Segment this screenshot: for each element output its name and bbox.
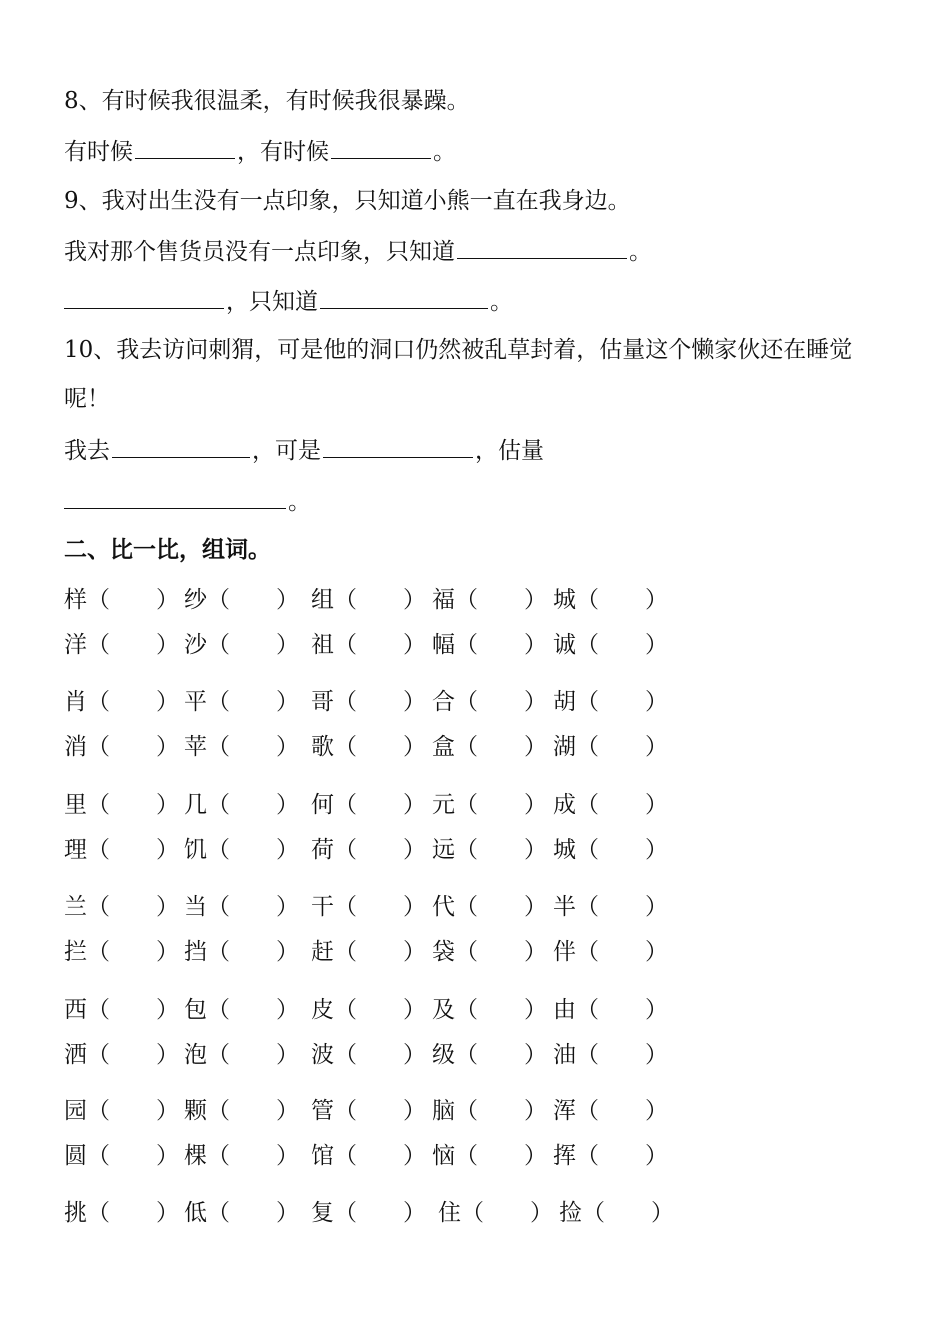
word-item [553,630,668,660]
word-item [432,585,547,615]
answer-parentheses[interactable]: （ ） [455,894,547,920]
word-character: 组 [311,587,334,613]
word-character: 城 [553,587,576,613]
word-character: 哥 [311,689,334,715]
word-item [311,1040,426,1070]
answer-parentheses[interactable]: （ ） [334,792,426,818]
q10-fill-line-2 [64,486,311,517]
word-item [311,687,426,717]
word-character: 歌 [311,734,334,760]
q10-fill-b: ，可是 [252,438,321,464]
word-item [432,790,547,820]
word-item [64,937,179,967]
word-character: 苹 [184,734,207,760]
word-item [311,995,426,1025]
answer-parentheses[interactable]: （ ） [455,837,547,863]
word-character: 袋 [432,939,455,965]
word-character: 胡 [553,689,576,715]
word-character: 幅 [432,632,455,658]
q9-line1-end: 。 [629,239,652,265]
q9-fill-line-1 [64,236,652,267]
word-character: 复 [311,1200,334,1226]
word-item [553,1141,668,1171]
answer-parentheses[interactable]: （ ） [455,1042,547,1068]
answer-parentheses[interactable]: （ ） [455,1098,547,1124]
word-item [432,1141,547,1171]
word-item [432,1040,547,1070]
word-item [184,995,299,1025]
q10-fill-line-1 [64,435,544,466]
word-character: 管 [311,1098,334,1124]
word-character: 何 [311,792,334,818]
answer-parentheses[interactable]: （ ） [576,837,668,863]
answer-parentheses[interactable]: （ ） [207,632,299,658]
word-item [184,1141,299,1171]
word-character: 赶 [311,939,334,965]
answer-parentheses[interactable]: （ ） [334,587,426,613]
answer-parentheses[interactable]: （ ） [576,587,668,613]
section-2-heading: 二、比一比，组词。 [64,537,271,563]
answer-parentheses[interactable]: （ ） [207,1098,299,1124]
q8-fill-a: 有时候 [64,139,133,165]
q9-prompt: 9、我对出生没有一点印象，只知道小熊一直在我身边。 [64,188,631,214]
word-character: 馆 [311,1143,334,1169]
word-character: 荷 [311,837,334,863]
word-item [432,937,547,967]
answer-parentheses[interactable]: （ ） [87,837,179,863]
answer-parentheses[interactable]: （ ） [334,632,426,658]
word-character: 圆 [64,1143,87,1169]
answer-parentheses[interactable]: （ ） [455,587,547,613]
answer-parentheses[interactable]: （ ） [87,792,179,818]
q8-prompt: 8、有时候我很温柔，有时候我很暴躁。 [64,88,470,114]
word-character: 当 [184,894,207,920]
word-item [553,937,668,967]
answer-parentheses[interactable]: （ ） [334,1042,426,1068]
word-character: 半 [553,894,576,920]
q10-prompt-line-1: 10、我去访问刺猬，可是他的洞口仍然被乱草封着，估量这个懒家伙还在睡觉 [64,337,853,363]
word-item [438,1198,553,1228]
word-character: 饥 [184,837,207,863]
answer-parentheses[interactable]: （ ） [207,894,299,920]
answer-parentheses[interactable]: （ ） [87,632,179,658]
q9-blank-3[interactable] [320,286,488,309]
word-item [553,1096,668,1126]
word-character: 棵 [184,1143,207,1169]
word-item [432,630,547,660]
word-item [432,835,547,865]
word-character: 由 [553,997,576,1023]
answer-parentheses[interactable]: （ ） [207,1200,299,1226]
q8-fill-line [64,136,456,167]
word-item [64,835,179,865]
word-character: 颗 [184,1098,207,1124]
q8-fill-b: ，有时候 [237,139,329,165]
answer-parentheses[interactable]: （ ） [334,1098,426,1124]
answer-parentheses[interactable]: （ ） [334,837,426,863]
answer-parentheses[interactable]: （ ） [576,1042,668,1068]
word-item [184,1198,299,1228]
word-item [311,1096,426,1126]
answer-parentheses[interactable]: （ ） [334,939,426,965]
word-character: 油 [553,1042,576,1068]
word-item [64,1096,179,1126]
q10-fill-c: ，估量 [475,438,544,464]
answer-parentheses[interactable]: （ ） [87,1200,179,1226]
answer-parentheses[interactable]: （ ） [207,997,299,1023]
word-character: 肖 [64,689,87,715]
q10-blank-3[interactable] [64,486,286,509]
word-character: 消 [64,734,87,760]
answer-parentheses[interactable]: （ ） [455,1143,547,1169]
word-item [553,732,668,762]
answer-parentheses[interactable]: （ ） [455,632,547,658]
word-item [64,1040,179,1070]
answer-parentheses[interactable]: （ ） [576,1098,668,1124]
word-item [311,835,426,865]
answer-parentheses[interactable]: （ ） [207,1143,299,1169]
word-item [184,835,299,865]
word-character: 里 [64,792,87,818]
word-character: 伴 [553,939,576,965]
word-item [311,937,426,967]
word-character: 元 [432,792,455,818]
word-item [311,585,426,615]
answer-parentheses[interactable]: （ ） [87,1042,179,1068]
answer-parentheses[interactable]: （ ） [207,792,299,818]
word-character: 纱 [184,587,207,613]
word-character: 福 [432,587,455,613]
word-character: 湖 [553,734,576,760]
word-character: 样 [64,587,87,613]
word-item [553,1040,668,1070]
word-item [559,1198,674,1228]
answer-parentheses[interactable]: （ ） [461,1200,553,1226]
answer-parentheses[interactable]: （ ） [207,1042,299,1068]
word-character: 包 [184,997,207,1023]
word-item [553,835,668,865]
answer-parentheses[interactable]: （ ） [207,689,299,715]
word-item [553,892,668,922]
word-item [311,892,426,922]
word-item [311,790,426,820]
word-character: 拦 [64,939,87,965]
word-character: 成 [553,792,576,818]
q9-line1-start: 我对那个售货员没有一点印象，只知道 [64,239,455,265]
word-item [64,1141,179,1171]
q10-blank-2[interactable] [323,435,473,458]
answer-parentheses[interactable]: （ ） [87,939,179,965]
answer-parentheses[interactable]: （ ） [576,689,668,715]
word-item [64,687,179,717]
word-character: 园 [64,1098,87,1124]
word-item [184,732,299,762]
word-character: 住 [438,1200,461,1226]
word-character: 沙 [184,632,207,658]
word-item [432,732,547,762]
answer-parentheses[interactable]: （ ） [334,689,426,715]
word-character: 恼 [432,1143,455,1169]
word-item [64,790,179,820]
word-character: 洒 [64,1042,87,1068]
word-item [184,1096,299,1126]
q10-blank-1[interactable] [112,435,250,458]
word-character: 干 [311,894,334,920]
word-character: 祖 [311,632,334,658]
answer-parentheses[interactable]: （ ） [334,734,426,760]
word-character: 理 [64,837,87,863]
answer-parentheses[interactable]: （ ） [87,1098,179,1124]
word-item [184,687,299,717]
q9-blank-2[interactable] [64,286,224,309]
word-item [184,630,299,660]
answer-parentheses[interactable]: （ ） [576,632,668,658]
word-character: 兰 [64,894,87,920]
word-character: 远 [432,837,455,863]
answer-parentheses[interactable]: （ ） [334,997,426,1023]
q10-prompt-line-2: 呢！ [64,386,110,412]
word-character: 波 [311,1042,334,1068]
word-character: 脑 [432,1098,455,1124]
word-item [432,995,547,1025]
word-item [64,585,179,615]
word-character: 级 [432,1042,455,1068]
answer-parentheses[interactable]: （ ） [334,1200,426,1226]
word-item [64,892,179,922]
word-character: 捡 [559,1200,582,1226]
word-character: 代 [432,894,455,920]
word-item [64,995,179,1025]
answer-parentheses[interactable]: （ ） [576,997,668,1023]
answer-parentheses[interactable]: （ ） [87,587,179,613]
q10-fill-a: 我去 [64,438,110,464]
q8-fill-end: 。 [433,139,456,165]
answer-parentheses[interactable]: （ ） [455,997,547,1023]
word-character: 西 [64,997,87,1023]
word-item [432,1096,547,1126]
word-item [553,687,668,717]
word-character: 皮 [311,997,334,1023]
word-item [184,790,299,820]
word-item [311,630,426,660]
answer-parentheses[interactable]: （ ） [455,939,547,965]
answer-parentheses[interactable]: （ ） [455,689,547,715]
word-character: 挥 [553,1143,576,1169]
word-character: 城 [553,837,576,863]
q10-fill-end: 。 [288,489,311,515]
word-character: 盒 [432,734,455,760]
answer-parentheses[interactable]: （ ） [576,1143,668,1169]
answer-parentheses[interactable]: （ ） [576,792,668,818]
word-character: 洋 [64,632,87,658]
word-item [64,630,179,660]
answer-parentheses[interactable]: （ ） [334,894,426,920]
word-character: 几 [184,792,207,818]
answer-parentheses[interactable]: （ ） [87,1143,179,1169]
answer-parentheses[interactable]: （ ） [207,837,299,863]
word-character: 低 [184,1200,207,1226]
answer-parentheses[interactable]: （ ） [87,689,179,715]
word-item [64,732,179,762]
word-item [64,1198,179,1228]
answer-parentheses[interactable]: （ ） [334,1143,426,1169]
word-item [311,1198,426,1228]
word-character: 平 [184,689,207,715]
q9-fill-line-2 [64,286,513,317]
word-character: 挑 [64,1200,87,1226]
word-item [553,790,668,820]
q8-blank-2[interactable] [331,136,431,159]
answer-parentheses[interactable]: （ ） [207,587,299,613]
answer-parentheses[interactable]: （ ） [207,939,299,965]
word-item [311,1141,426,1171]
word-item [311,732,426,762]
q8-blank-1[interactable] [135,136,235,159]
word-item [553,995,668,1025]
word-character: 诚 [553,632,576,658]
answer-parentheses[interactable]: （ ） [87,894,179,920]
answer-parentheses[interactable]: （ ） [576,894,668,920]
word-item [184,937,299,967]
q9-blank-1[interactable] [457,236,627,259]
answer-parentheses[interactable]: （ ） [582,1200,674,1226]
answer-parentheses[interactable]: （ ） [455,734,547,760]
q9-line2-end: 。 [490,289,513,315]
word-character: 合 [432,689,455,715]
word-character: 及 [432,997,455,1023]
word-character: 泡 [184,1042,207,1068]
word-item [184,585,299,615]
answer-parentheses[interactable]: （ ） [207,734,299,760]
word-item [553,585,668,615]
word-item [432,892,547,922]
word-item [184,892,299,922]
word-character: 挡 [184,939,207,965]
q9-line2-mid: ，只知道 [226,289,318,315]
word-item [184,1040,299,1070]
answer-parentheses[interactable]: （ ） [87,734,179,760]
word-item [432,687,547,717]
answer-parentheses[interactable]: （ ） [576,939,668,965]
answer-parentheses[interactable]: （ ） [87,997,179,1023]
answer-parentheses[interactable]: （ ） [455,792,547,818]
answer-parentheses[interactable]: （ ） [576,734,668,760]
word-character: 浑 [553,1098,576,1124]
